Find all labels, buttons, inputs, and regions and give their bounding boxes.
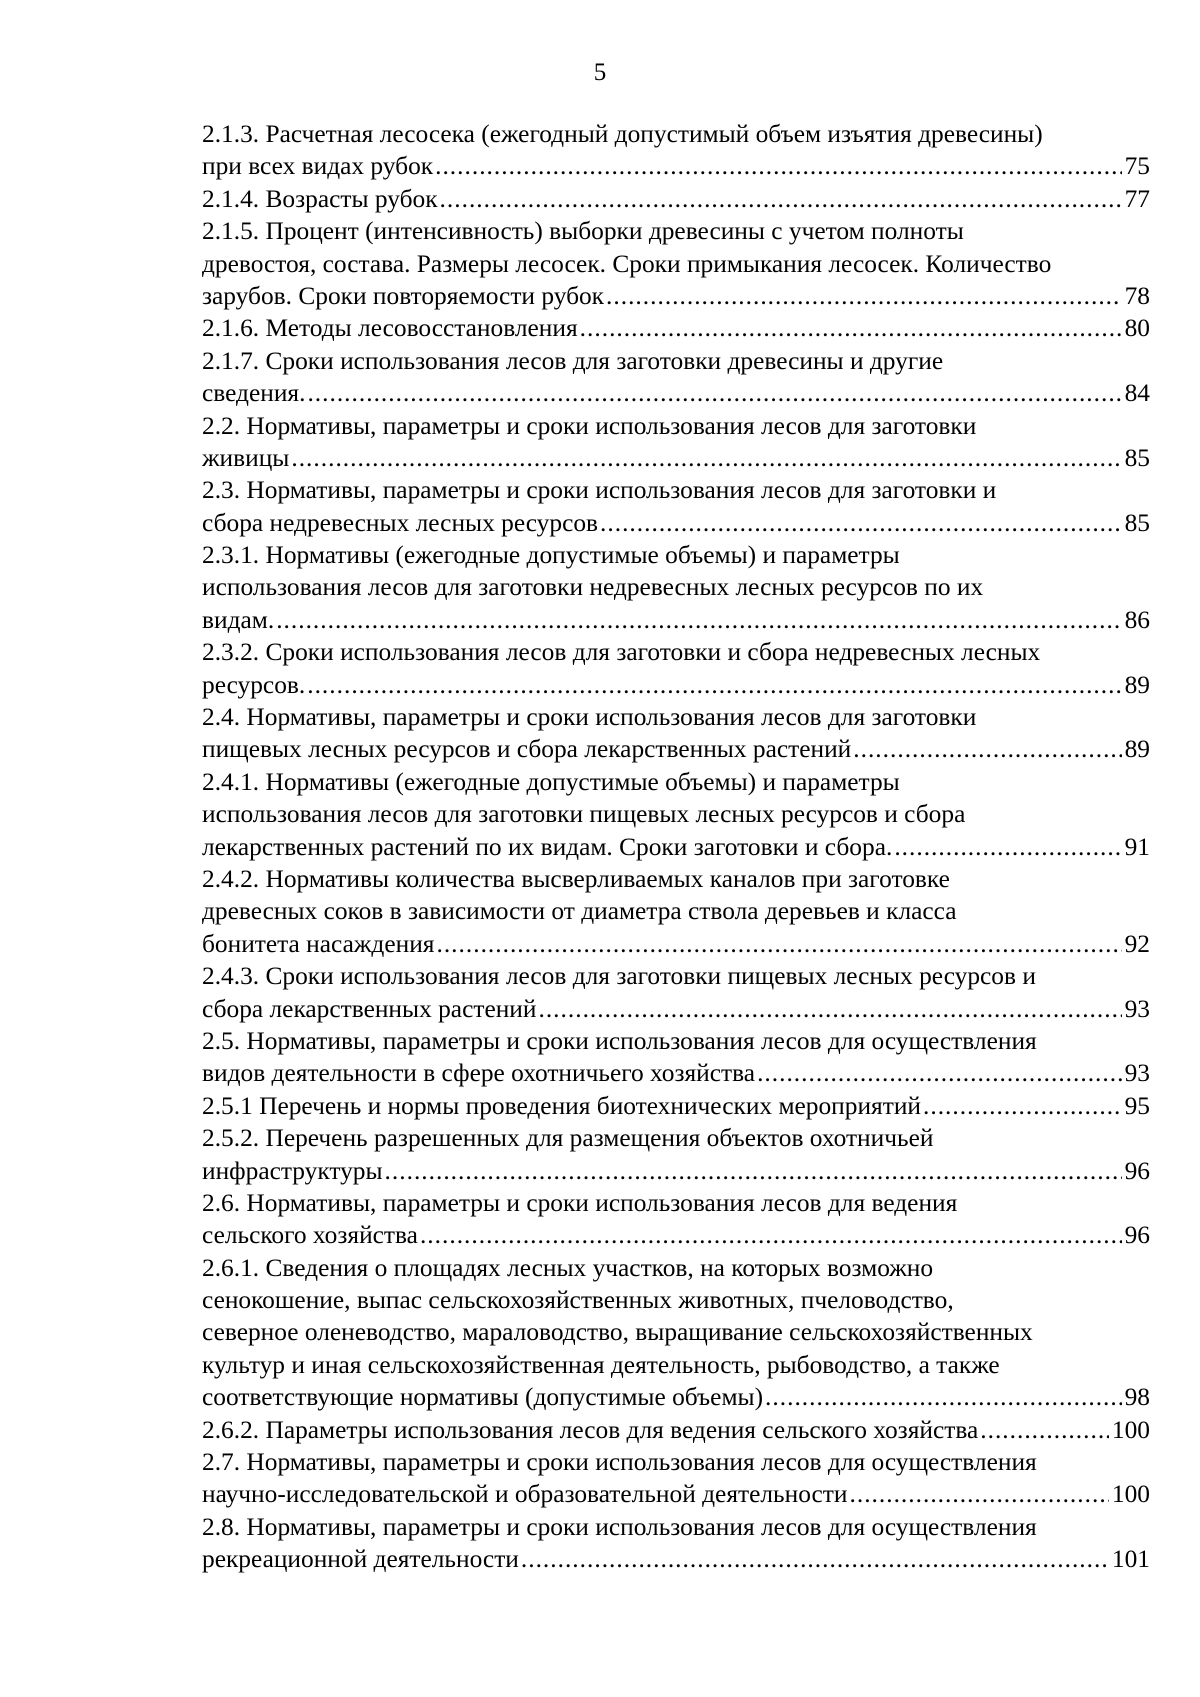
toc-entry — [202, 766, 1150, 863]
toc-entry-last-line — [202, 377, 1150, 409]
toc-entry-last-line — [202, 150, 1150, 182]
toc-entry-page-number: 85 — [1124, 508, 1150, 537]
dot-leader — [538, 993, 1121, 1025]
toc-entry-title: сведения. — [202, 379, 306, 408]
toc-entry-page-number: 86 — [1124, 605, 1150, 634]
toc-entry-last-line — [202, 1057, 1150, 1089]
toc-entry-line: 2.4.3. Сроки использования лесов для заготовки пищевых лесных ресурсов и — [202, 962, 1036, 991]
toc-entry — [202, 1122, 1150, 1187]
table-of-contents — [202, 118, 1150, 1576]
toc-entry-title: научно-исследовательской и образовательной деятельности — [202, 1480, 848, 1509]
toc-entry-title: инфраструктуры — [202, 1156, 383, 1185]
toc-entry — [202, 474, 1150, 539]
toc-entry-title: пищевых лесных ресурсов и сбора лекарственных растений — [202, 735, 852, 764]
dot-leader — [606, 280, 1122, 312]
toc-entry — [202, 215, 1150, 312]
dot-leader — [894, 831, 1121, 863]
toc-entry-page-number: 92 — [1124, 929, 1150, 958]
toc-entry-page-number: 75 — [1124, 152, 1150, 181]
toc-entry-last-line — [202, 1155, 1150, 1187]
dot-leader — [420, 1219, 1122, 1251]
toc-entry-last-line — [202, 1543, 1150, 1575]
toc-entry-last-line — [202, 604, 1150, 636]
toc-entry-page-number: 93 — [1124, 994, 1150, 1023]
dot-leader — [757, 1057, 1122, 1089]
toc-entry-line: сенокошение, выпас сельскохозяйственных животных, пчеловодство, — [202, 1286, 954, 1315]
toc-entry-page-number: 96 — [1124, 1156, 1150, 1185]
toc-entry-last-line — [202, 993, 1150, 1025]
dot-leader — [291, 442, 1121, 474]
toc-entry-line: 2.8. Нормативы, параметры и сроки использования лесов для осуществления — [202, 1512, 1037, 1541]
toc-entry-title: соответствующие нормативы (допустимые объемы) — [202, 1383, 764, 1412]
toc-entry-page-number: 85 — [1124, 443, 1150, 472]
toc-entry-page-number: 91 — [1124, 832, 1150, 861]
toc-entry-line: 2.3. Нормативы, параметры и сроки использования лесов для заготовки и — [202, 476, 997, 505]
toc-entry-page-number: 93 — [1124, 1059, 1150, 1088]
toc-entry-page-number: 78 — [1124, 281, 1150, 310]
toc-entry — [202, 410, 1150, 475]
dot-leader — [440, 183, 1122, 215]
toc-entry-line: 2.6. Нормативы, параметры и сроки использования лесов для ведения — [202, 1188, 958, 1217]
toc-entry-page-number: 96 — [1124, 1221, 1150, 1250]
toc-entry-last-line — [202, 1090, 1150, 1122]
toc-entry-last-line — [202, 280, 1150, 312]
toc-entry-line: 2.5. Нормативы, параметры и сроки использования лесов для осуществления — [202, 1026, 1037, 1055]
toc-entry-last-line — [202, 928, 1150, 960]
toc-entry-title: зарубов. Сроки повторяемости рубок — [202, 281, 605, 310]
toc-entry-title: сельского хозяйства — [202, 1221, 418, 1250]
toc-entry-line: 2.4. Нормативы, параметры и сроки использования лесов для заготовки — [202, 703, 977, 732]
toc-entry-last-line — [202, 312, 1150, 344]
toc-entry-title: сбора лекарственных растений — [202, 994, 537, 1023]
toc-entry-last-line — [202, 1381, 1150, 1413]
toc-entry-line: использования лесов для заготовки недревесных лесных ресурсов по их — [202, 573, 984, 602]
toc-entry-last-line — [202, 733, 1150, 765]
toc-entry-page-number: 100 — [1111, 1415, 1150, 1444]
toc-entry-line: использования лесов для заготовки пищевых лесных ресурсов и сбора — [202, 800, 966, 829]
toc-entry-title: сбора недревесных лесных ресурсов — [202, 508, 599, 537]
toc-entry-title: ресурсов. — [202, 670, 306, 699]
toc-entry — [202, 636, 1150, 701]
toc-entry-page-number: 98 — [1124, 1383, 1150, 1412]
toc-entry-last-line — [202, 1414, 1150, 1446]
toc-entry-page-number: 100 — [1111, 1480, 1150, 1509]
toc-entry-page-number: 89 — [1124, 735, 1150, 764]
toc-entry — [202, 345, 1150, 410]
toc-entry-line: 2.1.3. Расчетная лесосека (ежегодный допустимый объем изъятия древесины) — [202, 120, 1043, 148]
toc-entry-line: 2.2. Нормативы, параметры и сроки использования лесов для заготовки — [202, 411, 977, 440]
toc-entry-page-number: 80 — [1124, 314, 1150, 343]
toc-entry-title: 2.5.1 Перечень и нормы проведения биотехнических мероприятий — [202, 1091, 921, 1120]
toc-entry-last-line — [202, 183, 1150, 215]
toc-entry-title: живицы — [202, 443, 290, 472]
toc-entry-last-line — [202, 507, 1150, 539]
toc-entry — [202, 118, 1150, 183]
toc-entry — [202, 960, 1150, 1025]
toc-entry-title: видам. — [202, 605, 275, 634]
toc-entry-page-number: 84 — [1124, 379, 1150, 408]
dot-leader — [923, 1090, 1122, 1122]
toc-entry-last-line — [202, 669, 1150, 701]
dot-leader — [385, 1155, 1122, 1187]
toc-entry — [202, 312, 1150, 344]
toc-entry-line: 2.3.2. Сроки использования лесов для заготовки и сбора недревесных лесных — [202, 638, 1041, 667]
toc-entry-page-number: 77 — [1124, 184, 1150, 213]
toc-entry — [202, 1414, 1150, 1446]
toc-entry-line: культур и иная сельскохозяйственная деятельность, рыбоводство, а также — [202, 1350, 1000, 1379]
dot-leader — [850, 1478, 1109, 1510]
toc-entry — [202, 1025, 1150, 1090]
toc-entry-title: при всех видах рубок — [202, 152, 434, 181]
toc-entry-last-line — [202, 442, 1150, 474]
toc-entry-line: 2.1.7. Сроки использования лесов для заготовки древесины и другие — [202, 346, 944, 375]
toc-entry-title: 2.6.2. Параметры использования лесов для ведения сельского хозяйства — [202, 1415, 979, 1444]
dot-leader — [980, 1414, 1109, 1446]
toc-entry-line: 2.1.5. Процент (интенсивность) выборки древесины с учетом полноты — [202, 217, 964, 246]
dot-leader — [307, 377, 1121, 409]
page-number: 5 — [593, 59, 607, 86]
toc-entry-line: 2.4.2. Нормативы количества высверливаемых каналов при заготовке — [202, 864, 950, 893]
toc-entry-line: древостоя, состава. Размеры лесосек. Сроки примыкания лесосек. Количество — [202, 249, 1052, 278]
toc-entry-title: лекарственных растений по их видам. Сроки заготовки и сбора. — [202, 832, 893, 861]
toc-entry-last-line — [202, 1219, 1150, 1251]
toc-entry — [202, 183, 1150, 215]
toc-entry — [202, 1252, 1150, 1414]
toc-entry-title: рекреационной деятельности — [202, 1545, 519, 1574]
toc-entry-line: 2.5.2. Перечень разрешенных для размещения объектов охотничьей — [202, 1124, 934, 1153]
toc-entry-title: видов деятельности в сфере охотничьего хозяйства — [202, 1059, 756, 1088]
toc-entry — [202, 863, 1150, 960]
toc-entry-title: 2.1.6. Методы лесовосстановления — [202, 314, 578, 343]
toc-entry — [202, 1187, 1150, 1252]
toc-entry-line: 2.6.1. Сведения о площадях лесных участков, на которых возможно — [202, 1253, 934, 1282]
toc-entry-page-number: 95 — [1124, 1091, 1150, 1120]
dot-leader — [276, 604, 1121, 636]
dot-leader — [436, 928, 1121, 960]
toc-entry — [202, 1446, 1150, 1511]
toc-entry-line: 2.4.1. Нормативы (ежегодные допустимые объемы) и параметры — [202, 767, 900, 796]
toc-entry — [202, 539, 1150, 636]
dot-leader — [765, 1381, 1122, 1413]
toc-entry-line: 2.7. Нормативы, параметры и сроки использования лесов для осуществления — [202, 1448, 1037, 1477]
dot-leader — [521, 1543, 1109, 1575]
toc-entry-last-line — [202, 831, 1150, 863]
dot-leader — [600, 507, 1122, 539]
toc-entry — [202, 1090, 1150, 1122]
toc-entry-title: 2.1.4. Возрасты рубок — [202, 184, 438, 213]
toc-entry-line: северное оленеводство, мараловодство, выращивание сельскохозяйственных — [202, 1318, 1033, 1347]
toc-entry-page-number: 89 — [1124, 670, 1150, 699]
toc-entry-title: бонитета насаждения — [202, 929, 435, 958]
dot-leader — [307, 669, 1121, 701]
toc-entry-line: древесных соков в зависимости от диаметра ствола деревьев и класса — [202, 897, 957, 926]
dot-leader — [853, 733, 1121, 765]
toc-entry — [202, 1511, 1150, 1576]
dot-leader — [435, 150, 1122, 182]
toc-entry-line: 2.3.1. Нормативы (ежегодные допустимые объемы) и параметры — [202, 541, 900, 570]
toc-entry-page-number: 101 — [1111, 1545, 1150, 1574]
toc-entry — [202, 701, 1150, 766]
dot-leader — [580, 312, 1122, 344]
toc-entry-last-line — [202, 1478, 1150, 1510]
